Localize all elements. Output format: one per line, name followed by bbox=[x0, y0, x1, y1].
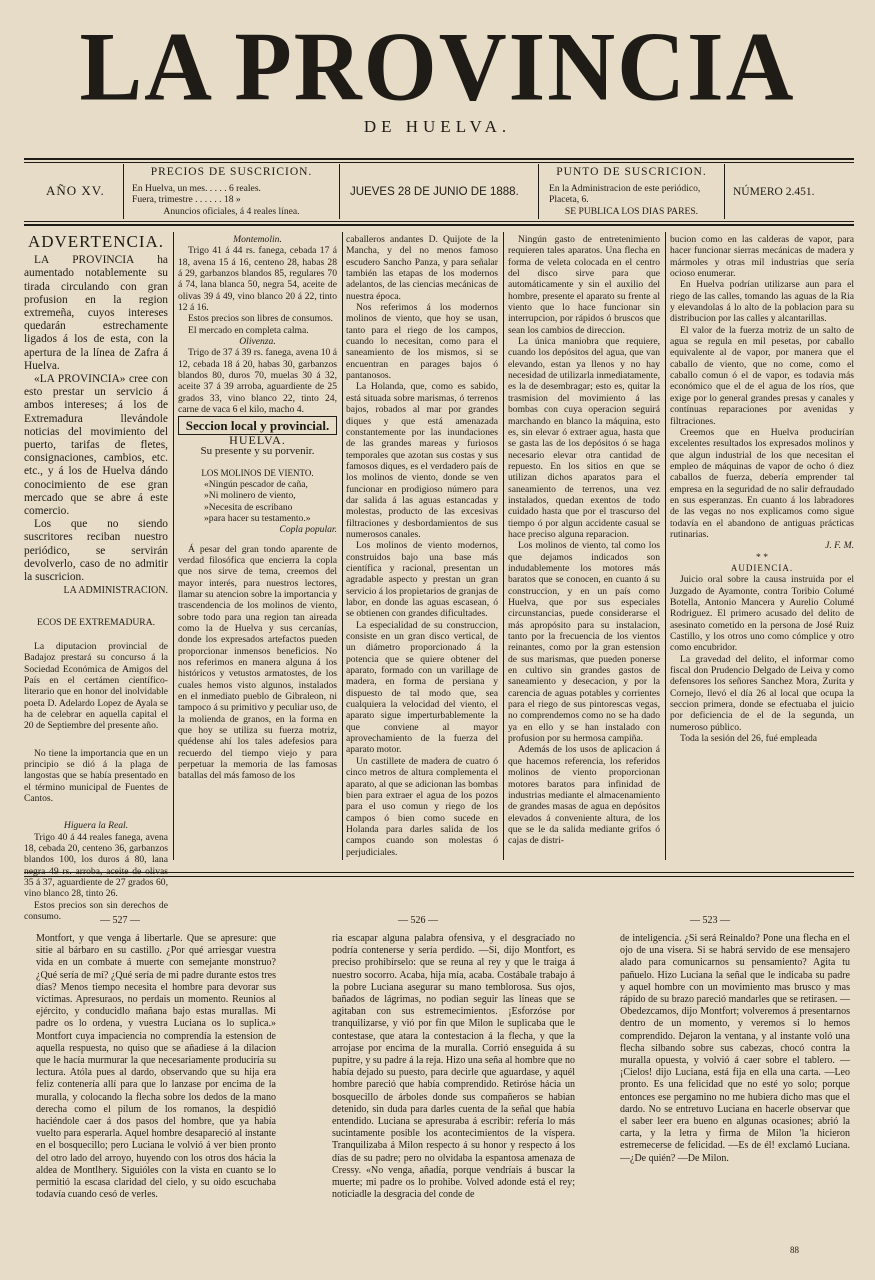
ecos-heading: ECOS DE EXTREMADURA. bbox=[36, 617, 156, 629]
audiencia-p3: Toda la sesión del 26, fué empleada bbox=[680, 733, 818, 745]
separator-stars: * * bbox=[756, 551, 768, 563]
subscription-line2: Placeta, 6. bbox=[549, 194, 589, 206]
verse-line-3: »Necesita de escribano bbox=[204, 501, 293, 513]
subscription-box bbox=[538, 164, 725, 219]
advertencia-signature: LA ADMINISTRACION. bbox=[63, 585, 168, 597]
higuera-prices: Trigo 40 á 44 reales fanega, avena 18, cebada 20, centeno 36, garbanzos blandos 100, los duros á 80, lana 35 á 37, aguardiente de 27 grados 60, vino blanco 28, tinto 26. bbox=[24, 831, 168, 900]
molinos-p2: caballeros andantes D. Quijote de la Mancha, y del no menos famoso escudero Sancho Panza, y para señalar también las etapas de los modernos adelantos, de las ciencias mecánicas de nuestra época. bbox=[346, 234, 498, 302]
higuera-note: Estos precios son sin derechos de consumo. bbox=[24, 899, 168, 923]
prices-title: PRECIOS DE SUSCRICION. bbox=[150, 166, 313, 178]
molinos-p8: Ningún gasto de entretenimiento requieren tales aparatos. Una flecha en forma de veleta colocada en el centro del disco sirve para que automáticamente y sin el auxilio del hombre, presente el aparato su frente al viento que lo hace funcionar sin interrupcion, por rápidos ó bruscos que sean los cambios de direccion. bbox=[508, 234, 660, 336]
molinos-p14: El valor de la fuerza motriz de un salto de agua se regula en mil pesetas, por caballo equivalente al de vapor, por manera que el caballo de viento, que no come, como el caballo comun ó el de vapor, es todavia más económico que el de el agua de los ríos, que exige por lo general grandes presas y canales y contínuas reparaciones por avenidas y filtraciones. bbox=[670, 324, 854, 427]
montemolin-prices: Trigo 41 á 44 rs. fanega, cebada 17 á 18, avena 15 á 16, centeno 28, habas 28 á 29, garbanzos blandos 85, regulares 70 á 74, lana blanca 50, negra 54, aceite de olivas 39 á 49, vino blanco 20 á 22, tinto 12 á 16. bbox=[178, 245, 337, 314]
molinos-p10: Los molinos de viento, tal como los que dejamos indicados son indudablemente los motores más baratos que se conocen, en cuanto á su construccion, y en un país como Huelva, que por sus especiales circunstancias, puede considerarse el más apropósito para su instalacion, tanto por la frecuencia de los vientos reinantes, como por la gran estension de sus marismas, que pueden ponerse en cultivo sin grandes gastos de saneamiento y desecacion, y por la carencia de aguas potables y corrientes para el riego de sus pintorescas vegas, no comprendemos como no se ha dado ya en ello y se han instalado con profusion por su hermosa campiña. bbox=[508, 540, 660, 745]
year-label: AÑO XV. bbox=[46, 183, 105, 198]
advertencia-heading: ADVERTENCIA. bbox=[27, 232, 165, 251]
column-rule-4 bbox=[665, 232, 666, 860]
audiencia-heading: AUDIENCIA. bbox=[730, 562, 794, 573]
audiencia-p2: La gravedad del delito, el informar como fiscal don Prudencio Delgado de Leiva y como defensores los señores Sanchez Mora, Zurita y Cornejo, llevó el día 26 al local que ocupa la seccion primera, donde se efectuaba el juicio por deficiencia de el de la segunda, un numeroso público. bbox=[670, 653, 854, 733]
ecos-p1: La diputacion provincial de Badajoz prestará su concurso á la Sociedad Económica de Amigos del País en el certámen científico-literario que en honor del inolvidable poeta D. Adelardo Lopez de Ayala se ha de celebrar en aquella capital el 20 de Septiembre del presente año. bbox=[24, 640, 168, 732]
advertencia-p1: LA PROVINCIA ha aumentado notablemente su tirada circulando con gran profusion en la region extremeña, cuyos intereses quedarán estrechamente ligados á los de esta, con la apertura de la línea de Zafra á Huelva. bbox=[24, 254, 168, 372]
verse-line-2: »Ni molinero de viento, bbox=[204, 490, 296, 502]
feuilleton-column-1 bbox=[36, 933, 276, 1261]
montemolin-heading: Montemolin. bbox=[233, 234, 282, 245]
feuilleton-text-3: de inteligencia. ¿Si será Reinaldo? Pone una flecha en el ojo de una visera. Si se habrá servido de ese mensajero alado para comunicarnos su pensamiento? Agita tu pañuelo. Hizo Luciana la señal que le indicaba su padre y aquel hombre con un movimiento mas brusco y mas rápido de su brazo pareció mandarles que se retirasen. —Obedezcamos, dijo Montfort; volveremos á presentarnos dentro de un momento, y veremos si lo hemos comprendido. Dejaron la ventana, y al instante voló una flecha silbando sobre sus cabezas, chocó contra la muralla opuesta, y volvió á caer sobre el tablero. —¡Cielos! dijo Luciana, está fija en ella una carta. —Leo pronto. Es una felicidad que no esté yo solo; porque entonces ese pergamino no me hubiera dicho mas que el dardo. No se entretuvo Luciana en hacerle observar que el saber leer era bueno en algunas ocasiones; abrió la carta, y la letra y firma de Milon 'la hicieron estremecerse de felicidad. —Es de él! exclamó Luciana. —¿De quién? —De Milon. bbox=[620, 933, 850, 1164]
column-2 bbox=[178, 234, 337, 858]
folio-right: — 523 — bbox=[690, 915, 730, 926]
prices-box bbox=[123, 164, 340, 219]
page-number: 88 bbox=[790, 1245, 799, 1255]
advertencia-p2: «LA PROVINCIA» cree con esto prestar un servicio á ambos intereses; á los de Extremadura llevándole noticias del movimiento del puerto, tarifas de fletes, consignaciones, cambios, etc. etc., y á los de Huelva dándo conocimiento de ese gran mercado que se abre á este comercio. bbox=[24, 373, 168, 518]
column-rule-3 bbox=[503, 232, 504, 860]
feuilleton-text-1: Montfort, y que venga á libertarle. Que se apresure: que sitie al bárbaro en su castillo. ¿Por qué arriesgar vuestra vida en un combate á muerte con semejante monstruo? ¿Qué sería de mí? ¿Qué sería de mi padre durante estos tres días? Menos tiempo necesita el hombre para devorar sus víctimas. Apresuraos, no perdais un momento. Reunios al ejército, y conducidlo mañana bajo estas murallas. Mi padre os lo ordena, y vuestra Luciana os lo suplica.» Montfort cuya impaciencia no comprendía la estension de aquella respuesta, no quiso que se añadiese á la dilacion que le hacía murmurar la que necesariamente produciría su lectura. Atóla pues al dardo, observando que su hija era feliz contenería allí para que lo lanzase por encima de la muralla, y colocando la flecha sobre los dedos de la mano derecha como el pilum de los romanos, la despidió haciéndole caer á dos pasos del hombre, que ya había vuelto para esperarla. Aquel hombre desapareció al instante en el bosquecillo; pero Luciana le volvió á ver bien pronto del otro lado del arroyo, huyendo con los otros dos hácia la aldea de Montlhery. Siguióles con la vista en cuanto se lo permitió la escasa claridad del cielo, y su oido escuchaba todavía cuando cesó de verles. bbox=[36, 933, 276, 1201]
molinos-p11: Además de los usos de aplicacion á que hacemos referencia, los referidos molinos de viento proporcionan motores baratos para infinidad de industrias mediante el almacenamiento de grandes masas de agua en depósitos elevados á conveniente altura, de los que se le da salida mediante grifos ó cajas de distri- bbox=[508, 744, 660, 847]
header-rule-top2 bbox=[24, 162, 854, 163]
column-rule-2 bbox=[342, 232, 343, 860]
folio-left: — 527 — bbox=[100, 915, 140, 926]
molinos-p5: Los molinos de viento modernos, construidos bajo una base más científica y racional, presentan un agradable aspecto y prestan un gran servicio á los propietarios de granjas de labor, en donde las aguas escasean, ó se obtienen con grandes dificultades. bbox=[346, 540, 498, 620]
subscription-title: PUNTO DE SUSCRICION. bbox=[556, 166, 707, 178]
subscription-line1: En la Administracion de este periódico, bbox=[549, 183, 701, 194]
molinos-p1: Á pesar del gran tondo aparente de verdad filosófica que encierra la copla que nos sirve de tema, creemos del mayor interés, para nuestros lectores, llamar su atencion sobre la importancia y trascendencia de los molinos de viento, sobre todo para una region tan aireada como la de Huelva y sus cercanías, donde los expresados artefactos pueden proporcionar inmensos beneficios. No nos referimos en manera alguna á los históricos y vetustos armatostes, de los cuales hemos visto algunos, instalados en el inmediato pueblo de Gibraleon, ni tampoco á su primitivo y peculiar uso, de la molienda de granos, en la forma en que hoy se utiliza su fuerza motriz, quédense ahí los tales adefesios para recuerdo del tiempo viejo y para perpetuar la memoria de las famosas batallas del más famoso de los bbox=[178, 543, 337, 782]
subscription-line3: SE PUBLICA LOS DIAS PARES. bbox=[564, 205, 699, 217]
montemolin-note2: El mercado en completa calma. bbox=[188, 324, 309, 336]
prices-line3: Anuncios oficiales, á 4 reales línea. bbox=[163, 205, 300, 217]
feuilleton-rule-2 bbox=[24, 876, 854, 877]
issue-number: NÚMERO 2.451. bbox=[733, 186, 815, 198]
molinos-p9: La única maniobra que requiere, cuando los depósitos del agua, que van elevando, estan ya llenos y no hay necesidad de utilizarla inmediatamente, es la de desembragar; esto es, quitar la trasmision del movimiento á las bombas con cuya operacion seguirá marchando en blanco la máquina, esto es, sin elevar ó extraer agua, hasta que se gasta las de los depósitos ó se haga necesario elevar otra cantidad de repuesto. En los sitios en que se utilizan dichos aparatos para el saneamiento de terrenos, una vez instalados, quedan exentos de todo cuidado hasta que por el trascurso del tiempo ó por algun accidente casual se hace preciso alguna reparacion. bbox=[508, 336, 660, 540]
feuilleton-column-3 bbox=[620, 933, 850, 1253]
advertencia-p3: Los que no siendo suscritores reciban nuestro periódico, se servirán devolverlo, caso de no admitir la suscricion. bbox=[24, 518, 168, 584]
feuilleton-text-2: ria escapar alguna palabra ofensiva, y el desgraciado no podría contenerse y sería perdido. —Si, dijo Montfort, es preciso prohibírselo: que se reuna al rey y que le traiga á nuestro socorro. Acaba, hija mía, acaba. Costábale trabajo á la pobre Luciana asegurar su mano temblorosa. Sus ojos, bañados de lágrimas, no podian seguir las líneas que se agitaban con sus estremecimientos. ¡Esforzóse por tranquilizarse, y vió por fin que Milon le suplicaba que le contestase, que atara la contestacion á la flecha, y que la arrojase por encima de la muralla. Corrió enseguida á su pupitre, y su padre á la reja. Hizo una seña al hombre que no había dejado su puesto, para decirle que aguardase, y aquél hombre pareció que había comprendido. Retiróse hácia un bosquecillo de árboles donde sus compañeros se habian detenido, sin duda para darles cuenta de la señal que había entendido. Luciana se apresuraba á escribir: refería lo más sucintamente posible los acontecimientos de la víspera. Tranquilizaba á Milon respecto á su honor y respecto á los días de su padre; pero no olvidaba la espantosa amenaza de Cressy. «No venga, añadía, porque vendríais á buscar la muerte; mi padre os lo prohibe. Volved adonde está el rey; noticiadle la desgracia del conde de bbox=[332, 933, 575, 1201]
olivenza-prices: Trigo de 37 á 39 rs. fanega, avena 10 á 12, cebada 18 á 20, habas 30, garbanzos blandos 80, duros 70, muelas 30 á 32, aceite 37 á 39 arroba, aguardiente de 25 grados 33, vino blanco 22, tinto 24, carne de vaca 6 el kilo, macho 4. bbox=[178, 347, 337, 416]
molinos-p13: En Huelva podrían utilizarse aun para el riego de las calles, tomando las aguas de la Ria y elevandolas á lo alto de la poblacion para su distribucion por las calles y alcantarillas. bbox=[670, 279, 854, 325]
column-rule-1 bbox=[173, 232, 174, 860]
column-5 bbox=[670, 234, 854, 858]
presente-porvenir-heading: Su presente y su porvenir. bbox=[200, 445, 315, 458]
masthead-subtitle: DE HUELVA. bbox=[363, 117, 512, 136]
column-4 bbox=[508, 234, 660, 858]
feuilleton-rule bbox=[24, 872, 854, 873]
molinos-signature: J. F. M. bbox=[825, 540, 854, 552]
molinos-p4: La Holanda, que, como es sabido, está situada sobre marismas, ó terrenos bajos, robados al mar por grandes diques y que está amenazada constantemente por las inundaciones de las grandes mareas y furiosos temporales que azotan sus costas y sus famosos diques, es el verdadero país de los molinos de viento, donde se ven funcionar en prodigioso número para dar salida á las aguas estancadas y molestas, producto de las excesivas filtraciones y desbordamientos de sus numerosos canales. bbox=[346, 381, 498, 540]
molinos-p3: Nos referimos á los modernos molinos de viento, que hoy se usan, tanto para el riego de los campos, cuando lo necesitan, como para el saneamiento de los mismos, si se encuentran en parages bajos ó pantanosos. bbox=[346, 302, 498, 382]
header-rule-top bbox=[24, 158, 854, 160]
olivenza-heading: Olivenza. bbox=[239, 336, 276, 348]
section-local-provincial: Seccion local y provincial. bbox=[178, 416, 337, 435]
verse-line-4: »para hacer su testamento.» bbox=[204, 512, 311, 524]
column-3 bbox=[346, 234, 498, 858]
ecos-p2: No tiene la importancia que en un principio se dió á la plaga de langostas que se había presentado en el término municipal de Fuentes de Cantos. bbox=[24, 747, 168, 804]
prices-line2: Fuera, trimestre . . . . . . 18 » bbox=[132, 194, 241, 206]
feuilleton-column-2 bbox=[332, 933, 575, 1261]
audiencia-p1: Juicio oral sobre la causa instruida por el Juzgado de Ayamonte, contra Toribio Columé Botella, Antonio Mancera y Aurelio Columé Rodriguez. El primero acusado del delito de asesinato cometido en la persona de José Ruiz Castillo, y los otros uno como cómplice y otro como encubridor. bbox=[670, 574, 854, 654]
huelva-heading: HUELVA. bbox=[229, 432, 286, 447]
masthead-title: LA PROVINCIA bbox=[79, 12, 796, 122]
molinos-heading: LOS MOLINOS DE VIENTO. bbox=[201, 467, 314, 478]
montemolin-note1: Estos precios son libres de consumos. bbox=[188, 313, 333, 325]
header-rule-bottom2 bbox=[24, 224, 854, 226]
verse-line-1: «Ningún pescador de caña, bbox=[204, 478, 308, 490]
folio-middle: — 526 — bbox=[398, 915, 438, 926]
molinos-p12: bucion como en las calderas de vapor, para hacer funcionar sierras mecánicas de madera y mármoles y otras mil industrias que sería ocioso enumerar. bbox=[670, 234, 854, 280]
molinos-p15: Creemos que en Huelva producirían excelentes resultados los expresados molinos y que algun industrial de los que necesitan el empleo de máquinas de vapor de ocho ó diez caballos de fuerza, debería emprender tal empresa en la seguridad de no salir defraudado en sus esperanzas. En cuanto á los labradores de las vegas no nos explicamos como sigue todavía en el abandono de antiguas prácticas rutinarias. bbox=[670, 426, 854, 540]
higuera-heading: Higuera la Real. bbox=[63, 820, 129, 832]
molinos-p7: Un castillete de madera de cuatro ó cinco metros de altura complementa el aparato, al que se adicionan las bombas bien para extraer el agua de los pozos para el uso comun y riego de los campos ó bien como sucede en Holanda para darles salida de los campos cuando son molestas ó perjudiciales. bbox=[346, 755, 498, 858]
issue-date: JUEVES 28 DE JUNIO DE 1888. bbox=[350, 186, 519, 198]
molinos-p6: La especialidad de su construccion, consiste en un gran disco vertical, de un diámetro proporcionado á la potencia que se quiere obtener del aparato, formado con un varillage de madera, en forma de persiana y dispuesto de tal modo que, sea cualquiera la velocidad del viento, el aparato sigue imperturbablemente la que conviene al mayor aprovechamiento de la fuerza del aparato motor. bbox=[346, 619, 498, 756]
prices-line1: En Huelva, un mes. . . . . 6 reales. bbox=[132, 183, 261, 194]
verse-source: Copla popular. bbox=[279, 524, 337, 536]
header-rule-bottom bbox=[24, 221, 854, 222]
